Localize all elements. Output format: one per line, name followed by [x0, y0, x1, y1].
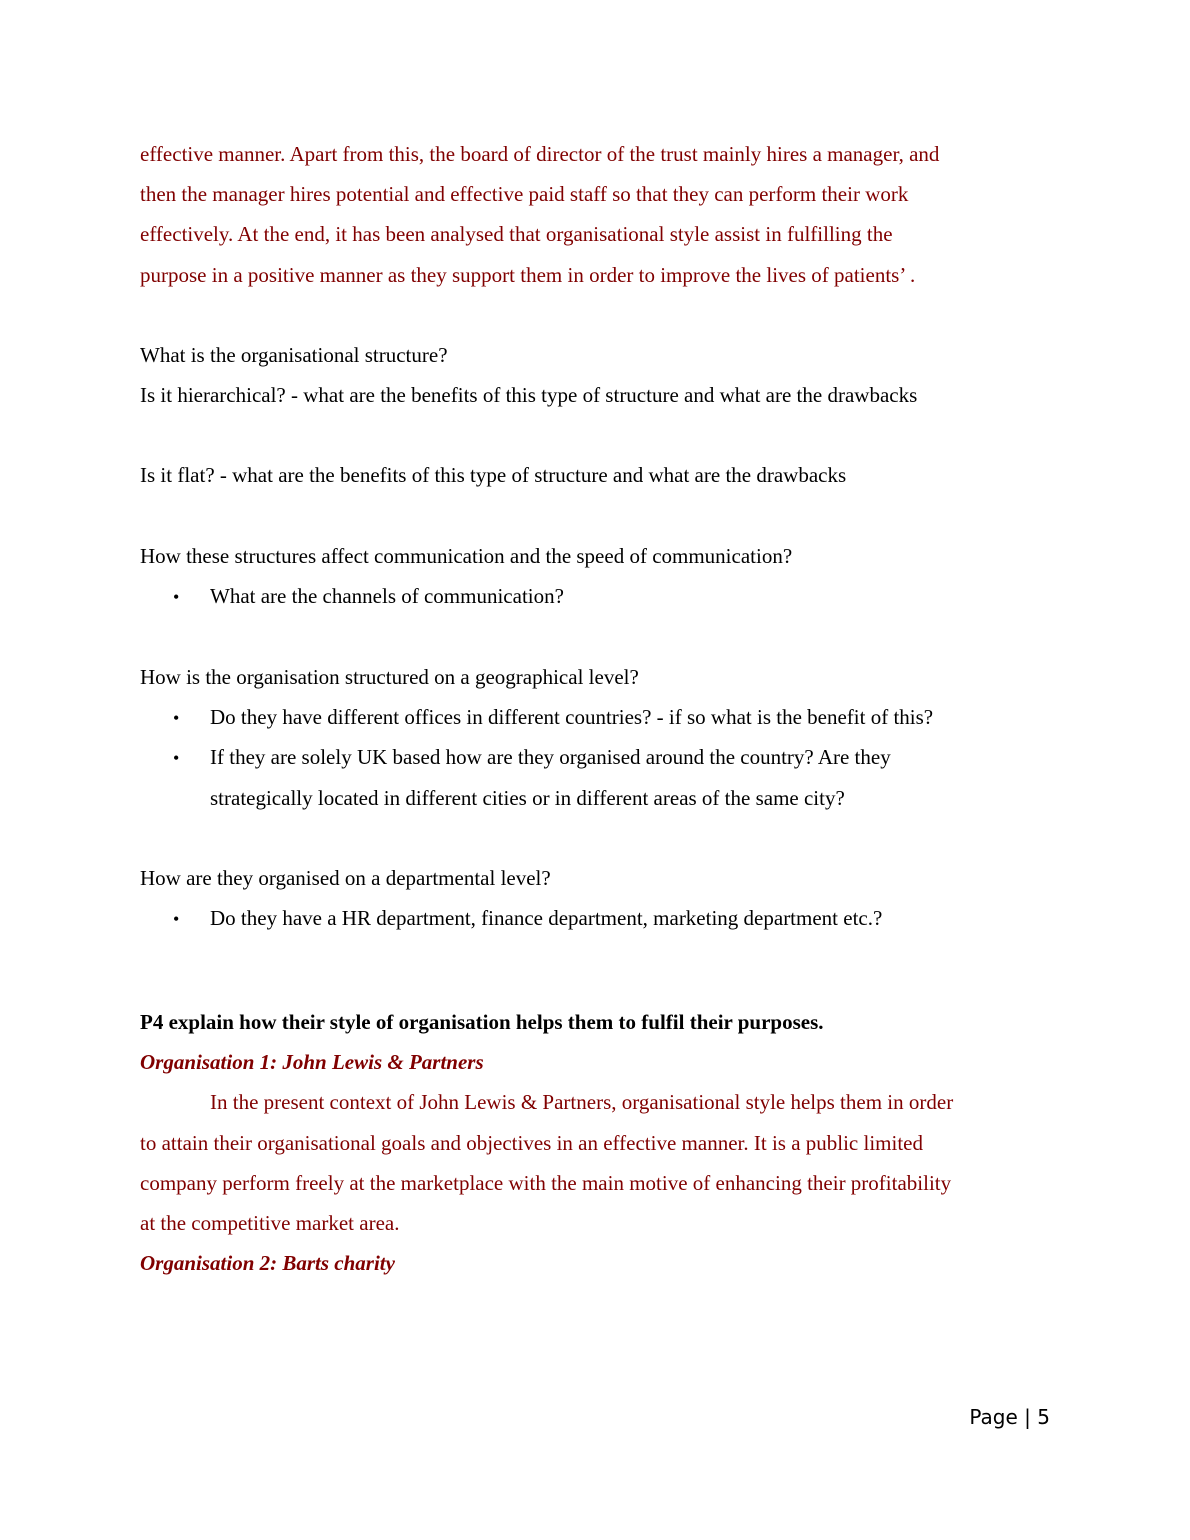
geographical-bullet-2-cont: strategically located in different cities or in different areas of the same city? — [210, 786, 845, 810]
structure-question: What is the organisational structure? — [140, 343, 448, 367]
geographical-bullet-1: Do they have different offices in different countries? - if so what is the benefit of this? — [210, 705, 934, 729]
communication-question: How these structures affect communication and the speed of communication? — [140, 544, 793, 568]
geographical-question: How is the organisation structured on a geographical level? — [140, 665, 639, 689]
departmental-bullet-1: Do they have a HR department, finance department, marketing department etc.? — [210, 906, 883, 930]
intro-line-1: effective manner. Apart from this, the board of director of the trust mainly hires a manager, and — [140, 142, 940, 166]
org2-heading: Organisation 2: Barts charity — [140, 1251, 395, 1275]
page-number: Page | 5 — [969, 1405, 1050, 1429]
intro-line-2: then the manager hires potential and effective paid staff so that they can perform their work — [140, 182, 909, 206]
communication-bullet-1: What are the channels of communication? — [210, 584, 564, 608]
departmental-question: How are they organised on a departmental level? — [140, 866, 551, 890]
org1-line-3: company perform freely at the marketplace with the main motive of enhancing their profitability — [140, 1171, 952, 1195]
bullet-marker: • — [173, 708, 180, 728]
geographical-bullet-2: If they are solely UK based how are they organised around the country? Are they — [210, 745, 891, 769]
bullet-marker: • — [173, 587, 180, 607]
org1-line-1: In the present context of John Lewis & Partners, organisational style helps them in order — [210, 1090, 954, 1114]
org1-line-4: at the competitive market area. — [140, 1211, 400, 1235]
intro-line-3: effectively. At the end, it has been analysed that organisational style assist in fulfilling the — [140, 222, 893, 246]
org1-heading: Organisation 1: John Lewis & Partners — [140, 1050, 484, 1074]
bullet-marker: • — [173, 909, 180, 929]
p4-heading: P4 explain how their style of organisation helps them to fulfil their purposes. — [140, 1010, 824, 1034]
flat-question: Is it flat? - what are the benefits of this type of structure and what are the drawbacks — [140, 463, 847, 487]
org1-line-2: to attain their organisational goals and objectives in an effective manner. It is a public limited — [140, 1131, 923, 1155]
bullet-marker: • — [173, 748, 180, 768]
hierarchical-question: Is it hierarchical? - what are the benefits of this type of structure and what are the drawbacks — [140, 383, 918, 407]
intro-line-4: purpose in a positive manner as they support them in order to improve the lives of patients’ . — [140, 263, 916, 287]
